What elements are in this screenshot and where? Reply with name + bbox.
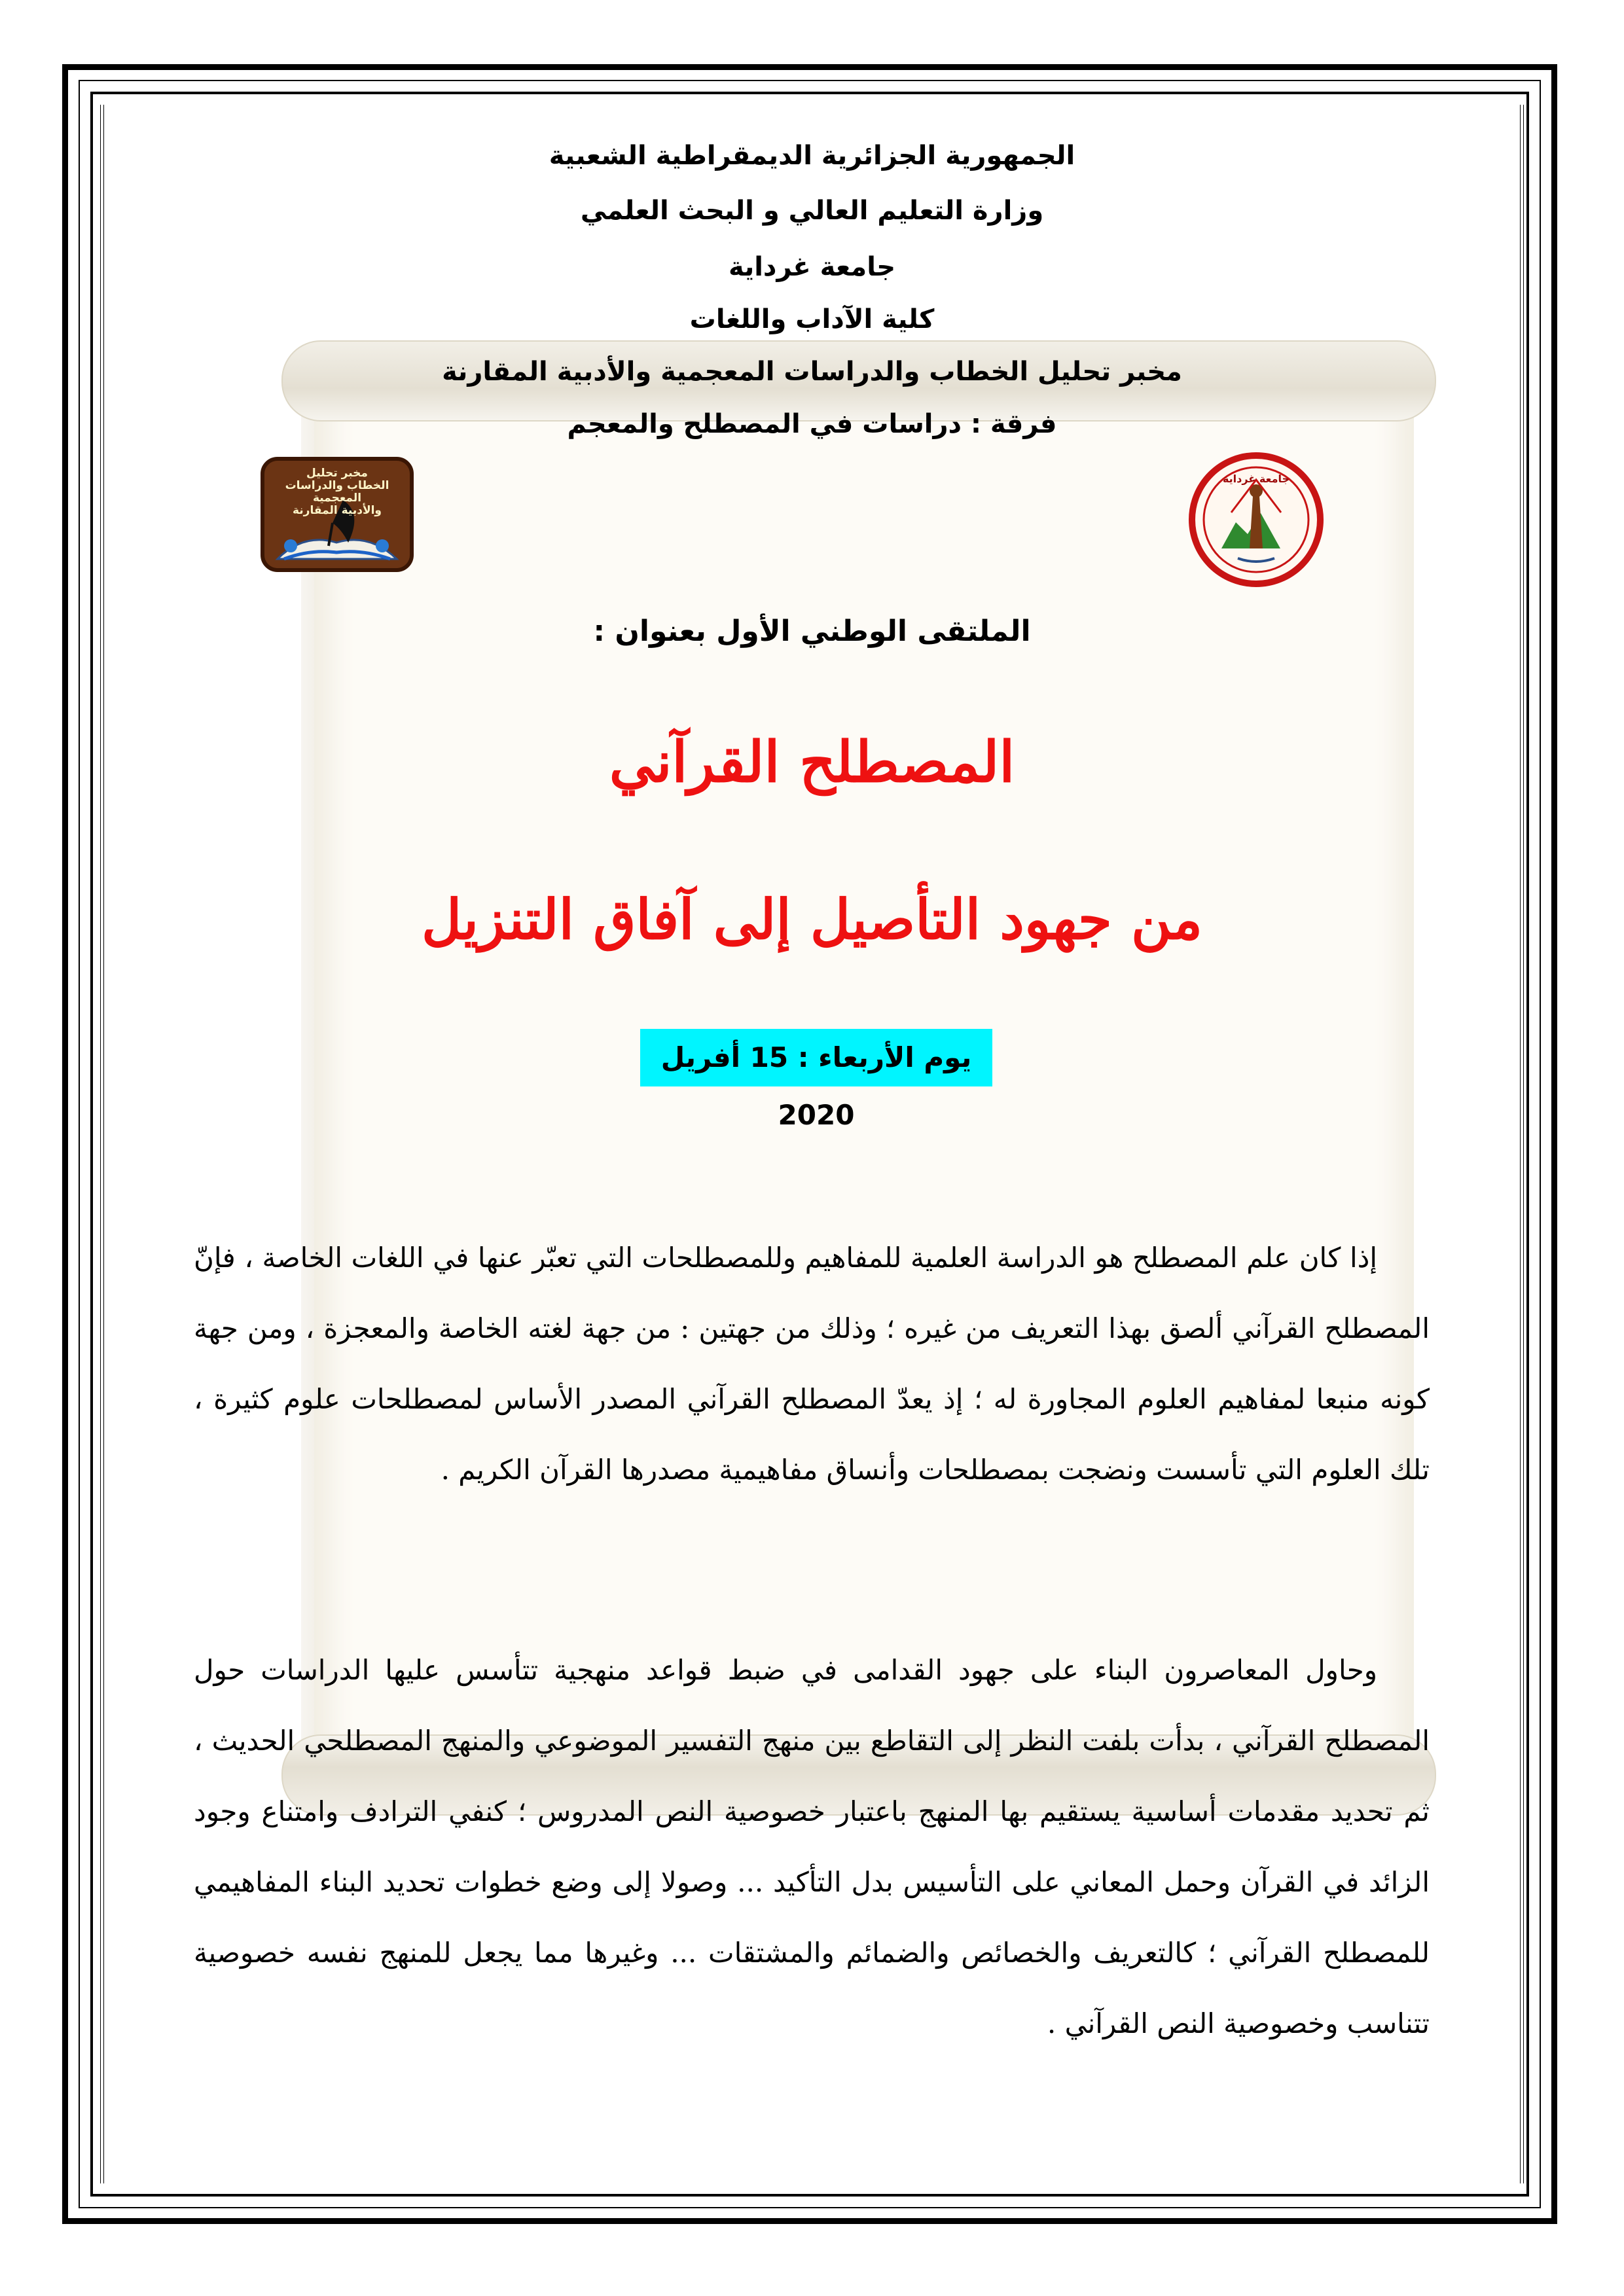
lab-logo bbox=[261, 457, 414, 572]
university-logo bbox=[1182, 450, 1330, 589]
university-logo-graphic bbox=[1182, 450, 1330, 589]
lab-logo-text: مخبر تحليل الخطاب والدراسات المعجمية والأدبية المقارنة bbox=[285, 467, 389, 517]
header-team: فرقة : دراسات في المصطلح والمعجم bbox=[567, 409, 1057, 439]
body-paragraph-2: وحاول المعاصرون البناء على جهود القدامى في ضبط قواعد منهجية تتأسس عليها الدراسات حول المصطلح القرآني ، بدأت بلفت النظر إلى التقاطع بين منهج التفسير الموضوعي والمنهج المصطلحي الحديث ، ثم تحديد مقدمات أساسية يستقيم بها المنهج باعتبار خصوصية النص المدروس ؛ كنفي الترادف وامتناع وجود الزائد في القرآن وحمل المعاني على التأسيس بدل التأكيد ... وصولا إلى وضع خطوات تحديد البناء المفاهيمي للمصطلح القرآني ؛ كالتعريف والخصائص والضمائم والمشتقات ... وغيرها مما يجعل للمنهج نفسه خصوصية تتناسب وخصوصية النص القرآني . bbox=[194, 1654, 1430, 2039]
header-ministry: وزارة التعليم العالي و البحث العلمي bbox=[580, 196, 1044, 226]
conference-title: المصطلح القرآني bbox=[609, 729, 1015, 795]
header-faculty: كلية الآداب واللغات bbox=[689, 304, 935, 334]
university-logo-text: جامعة غرداية bbox=[1222, 473, 1290, 485]
conference-date: يوم الأربعاء : 15 أفريل 2020 bbox=[640, 1029, 992, 1086]
header-lab: مخبر تحليل الخطاب والدراسات المعجمية والأدبية المقارنة bbox=[442, 357, 1182, 387]
body-paragraph-1: إذا كان علم المصطلح هو الدراسة العلمية للمفاهيم وللمصطلحات التي تعبّر عنها في اللغات الخاصة ، فإنّ المصطلح القرآني ألصق بهذا التعريف من غيره ؛ وذلك من جهتين : من جهة لغته الخاصة والمعجزة ، ومن جهة كونه منبعا لمفاهيم العلوم المجاورة له ؛ إذ يعدّ المصطلح القرآني المصدر الأساس لمصطلحات علوم كثيرة ، تلك العلوم التي تأسست ونضجت بمصطلحات وأنساق مفاهيمية مصدرها القرآن الكريم . bbox=[194, 1242, 1430, 1486]
conference-intro: الملتقى الوطني الأول بعنوان : bbox=[593, 615, 1031, 648]
header-republic: الجمهورية الجزائرية الديمقراطية الشعبية bbox=[549, 141, 1075, 171]
conference-subtitle: من جهود التأصيل إلى آفاق التنزيل bbox=[422, 887, 1202, 952]
header-university: جامعة غرداية bbox=[728, 252, 896, 282]
